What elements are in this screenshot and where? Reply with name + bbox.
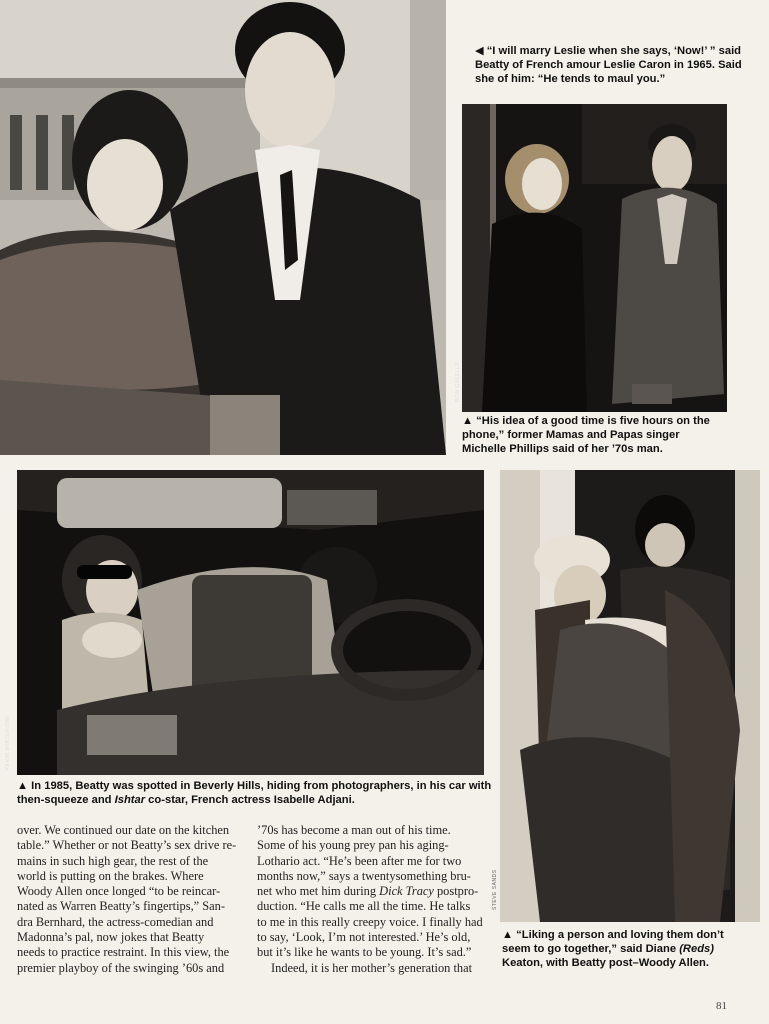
- photo-credit: STEVE SANDS: [492, 869, 498, 910]
- caption-line: Keaton, with Beatty post–Woody Allen.: [502, 957, 709, 969]
- body-line: world is putting on the brakes. Where: [17, 868, 204, 883]
- body-line: dra Bernhard, the actress-comedian and: [17, 914, 214, 929]
- caption-line: Beatty of French amour Leslie Caron in 1965. Said: [475, 59, 742, 71]
- body-column-2: [257, 823, 489, 976]
- body-text: net who met him during: [257, 884, 380, 899]
- body-line: Madonna’s pal, now jokes that Beatty: [17, 930, 205, 945]
- caption-line: [17, 793, 497, 807]
- photo-beatty-phillips: [462, 104, 727, 412]
- body-line: duction. “He calls me all the time. He talks: [257, 899, 471, 914]
- photo-credit: RON GALELLA: [455, 361, 461, 402]
- film-title: (Reds): [679, 943, 714, 955]
- caption-text: then-squeeze and: [17, 794, 115, 806]
- caption-line: Michelle Phillips said of her ’70s man.: [462, 443, 663, 455]
- caption-line: ◀ “I will marry Leslie when she says, ‘Now!’ ” said: [475, 45, 742, 57]
- caption-line: ▲ In 1985, Beatty was spotted in Beverly Hills, hiding from photographers, in his car with: [17, 780, 492, 792]
- body-line: to say, ‘Look, I’m not interested.’ He’s old,: [257, 930, 471, 945]
- body-line: months now,” says a twentysomething bru-: [257, 868, 471, 883]
- caption-line: she of him: “He tends to maul you.”: [475, 73, 666, 85]
- body-line: Lothario act. “He’s been after me for two: [257, 853, 462, 868]
- film-title: Ishtar: [114, 794, 146, 806]
- caption-line: ▲ “Liking a person and loving them don’t: [502, 929, 724, 941]
- body-line: table.” Whether or not Beatty’s sex drive re-: [17, 838, 237, 853]
- photo-beatty-keaton: [500, 470, 760, 922]
- caption-adjani: [17, 779, 497, 807]
- body-line: Indeed, it is her mother’s generation that: [271, 960, 473, 975]
- body-column-1: [17, 823, 249, 976]
- body-line: [257, 884, 489, 899]
- caption-line: ▲ “His idea of a good time is five hours on the: [462, 415, 710, 427]
- body-line: Woody Allen once longed “to be reincar-: [17, 884, 221, 899]
- caption-phillips: [462, 414, 752, 456]
- caption-keaton: [502, 928, 767, 970]
- body-line: premier playboy of the swinging ’60s and: [17, 960, 225, 975]
- body-line: needs to practice restraint. In this view, the: [17, 945, 230, 960]
- body-line: mains in such high gear, the rest of the: [17, 853, 209, 868]
- body-line: over. We continued our date on the kitchen: [17, 823, 230, 837]
- photo-beatty-adjani-car: [17, 470, 484, 775]
- caption-line: [502, 942, 767, 956]
- body-line: Some of his young prey pan his aging-: [257, 838, 449, 853]
- photo-credit: KEVIN WINTER/DMI: [5, 715, 11, 770]
- caption-text: co-star, French actress Isabelle Adjani.: [145, 794, 355, 806]
- body-line: but it’s like he wants to be young. It’s sad.”: [257, 945, 472, 960]
- caption-caron: [475, 44, 760, 86]
- film-title: Dick Tracy: [379, 884, 434, 899]
- body-line: ’70s has become a man out of his time.: [257, 823, 451, 837]
- body-line: nated as Warren Beatty’s fingertips,” San-: [17, 899, 225, 914]
- caption-line: phone,” former Mamas and Papas singer: [462, 429, 680, 441]
- body-text: postpro-: [433, 884, 479, 899]
- caption-text: seem to go together,” said Diane: [502, 943, 680, 955]
- body-line: to me in this really creepy voice. I finally had: [257, 914, 483, 929]
- page-number: 81: [716, 1000, 727, 1012]
- photo-beatty-caron: [0, 0, 446, 455]
